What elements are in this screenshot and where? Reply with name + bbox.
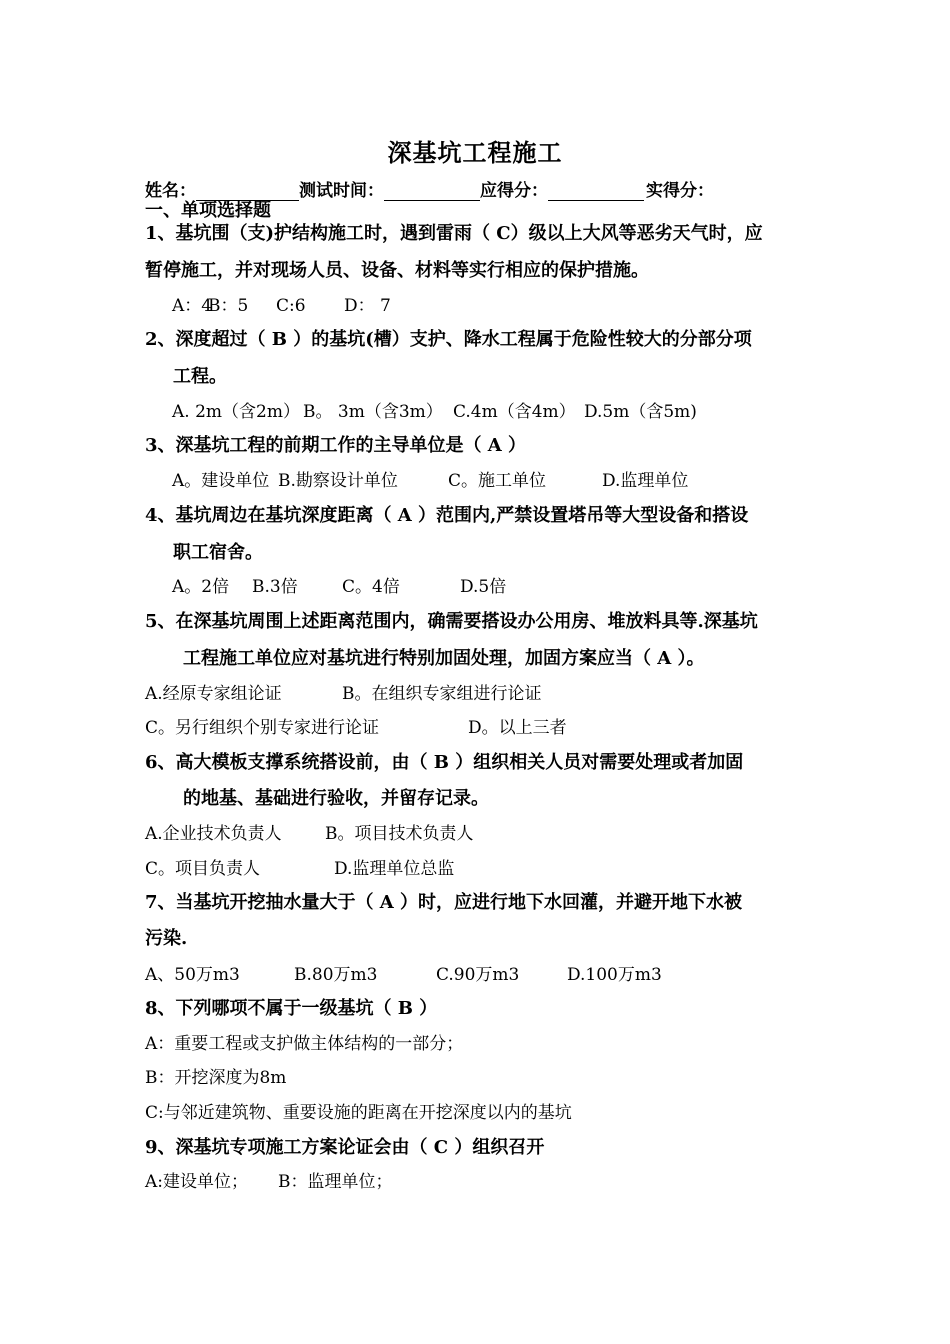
question-1-option: C:6 bbox=[276, 296, 306, 316]
question-6-text: 6、高大模板支撑系统搭设前，由（ B ）组织相关人员对需要处理或者加固 bbox=[145, 752, 744, 773]
question-4-option: B.3倍 bbox=[252, 577, 298, 597]
question-3-option: A。建设单位 bbox=[172, 471, 270, 491]
question-1-option: D： 7 bbox=[344, 296, 391, 316]
question-6-option: C。项目负责人 bbox=[145, 859, 261, 879]
question-7-text: 污染. bbox=[145, 928, 188, 949]
due-score-label: 应得分： bbox=[480, 181, 548, 201]
question-6-text: 的地基、基础进行验收，并留存记录。 bbox=[183, 788, 489, 809]
question-2-text: 2、深度超过（ B ）的基坑(槽）支护、降水工程属于危险性较大的分部分项 bbox=[145, 329, 752, 350]
question-1-option: B：5 bbox=[208, 296, 249, 316]
question-9-option: A:建设单位； bbox=[145, 1172, 249, 1192]
exam-header bbox=[145, 176, 714, 201]
question-2-option: D.5m（含5m) bbox=[584, 402, 697, 422]
question-3-option: C。施工单位 bbox=[448, 471, 547, 491]
question-4-text: 4、基坑周边在基坑深度距离（ A ）范围内,严禁设置塔吊等大型设备和搭设 bbox=[145, 505, 749, 526]
page-title: 深基坑工程施工 bbox=[387, 138, 563, 167]
question-2-text: 工程。 bbox=[173, 366, 227, 387]
question-5-text: 5、在深基坑周围上述距离范围内，确需要搭设办公用房、堆放料具等.深基坑 bbox=[145, 611, 758, 632]
question-7-option: B.80万m3 bbox=[294, 965, 378, 985]
question-3-text: 3、深基坑工程的前期工作的主导单位是（ A ） bbox=[145, 435, 527, 456]
question-1-option: A：4 bbox=[172, 296, 213, 316]
actual-score-label: 实得分： bbox=[646, 181, 714, 201]
question-5-option: B。在组织专家组进行论证 bbox=[342, 684, 542, 704]
section-heading: 一、单项选择题 bbox=[145, 200, 271, 221]
question-4-text: 职工宿舍。 bbox=[173, 542, 263, 563]
question-6-option: B。项目技术负责人 bbox=[325, 824, 474, 844]
question-2-option: A. 2m（含2m） bbox=[172, 402, 300, 422]
time-blank[interactable] bbox=[384, 182, 480, 201]
question-6-option: D.监理单位总监 bbox=[334, 859, 455, 879]
question-6-option: A.企业技术负责人 bbox=[145, 824, 282, 844]
question-7-text: 7、当基坑开挖抽水量大于（ A ）时，应进行地下水回灌，并避开地下水被 bbox=[145, 892, 743, 913]
question-5-option: C。另行组织个别专家进行论证 bbox=[145, 718, 380, 738]
name-label: 姓名： bbox=[145, 181, 196, 201]
due-score-blank[interactable] bbox=[548, 182, 644, 201]
question-5-option: D。以上三者 bbox=[468, 718, 567, 738]
question-9-text: 9、深基坑专项施工方案论证会由（ C ）组织召开 bbox=[145, 1137, 545, 1158]
question-1-text: 1、基坑围（支)护结构施工时，遇到雷雨（ C）级以上大风等恶劣天气时，应 bbox=[145, 223, 763, 244]
question-2-option: C.4m（含4m） bbox=[453, 402, 576, 422]
question-8-option: C:与邻近建筑物、重要设施的距离在开挖深度以内的基坑 bbox=[145, 1103, 572, 1123]
question-3-option: B.勘察设计单位 bbox=[278, 471, 398, 491]
question-7-option: C.90万m3 bbox=[436, 965, 520, 985]
question-8-option: B：开挖深度为8m bbox=[145, 1068, 287, 1088]
question-4-option: C。4倍 bbox=[342, 577, 400, 597]
question-5-option: A.经原专家组论证 bbox=[145, 684, 282, 704]
question-8-option: A：重要工程或支护做主体结构的一部分； bbox=[145, 1034, 464, 1054]
question-1-text: 暂停施工，并对现场人员、设备、材料等实行相应的保护措施。 bbox=[145, 260, 649, 281]
question-2-option: B。 3m（含3m） bbox=[303, 402, 443, 422]
question-7-option: D.100万m3 bbox=[567, 965, 662, 985]
question-4-option: D.5倍 bbox=[460, 577, 507, 597]
question-8-text: 8、下列哪项不属于一级基坑（ B ） bbox=[145, 998, 438, 1019]
time-label: 测试时间： bbox=[299, 181, 384, 201]
question-4-option: A。2倍 bbox=[172, 577, 230, 597]
question-5-text: 工程施工单位应对基坑进行特别加固处理，加固方案应当（ A ）。 bbox=[183, 648, 705, 669]
question-7-option: A、50万m3 bbox=[145, 965, 240, 985]
question-9-option: B：监理单位； bbox=[278, 1172, 393, 1192]
question-3-option: D.监理单位 bbox=[602, 471, 689, 491]
